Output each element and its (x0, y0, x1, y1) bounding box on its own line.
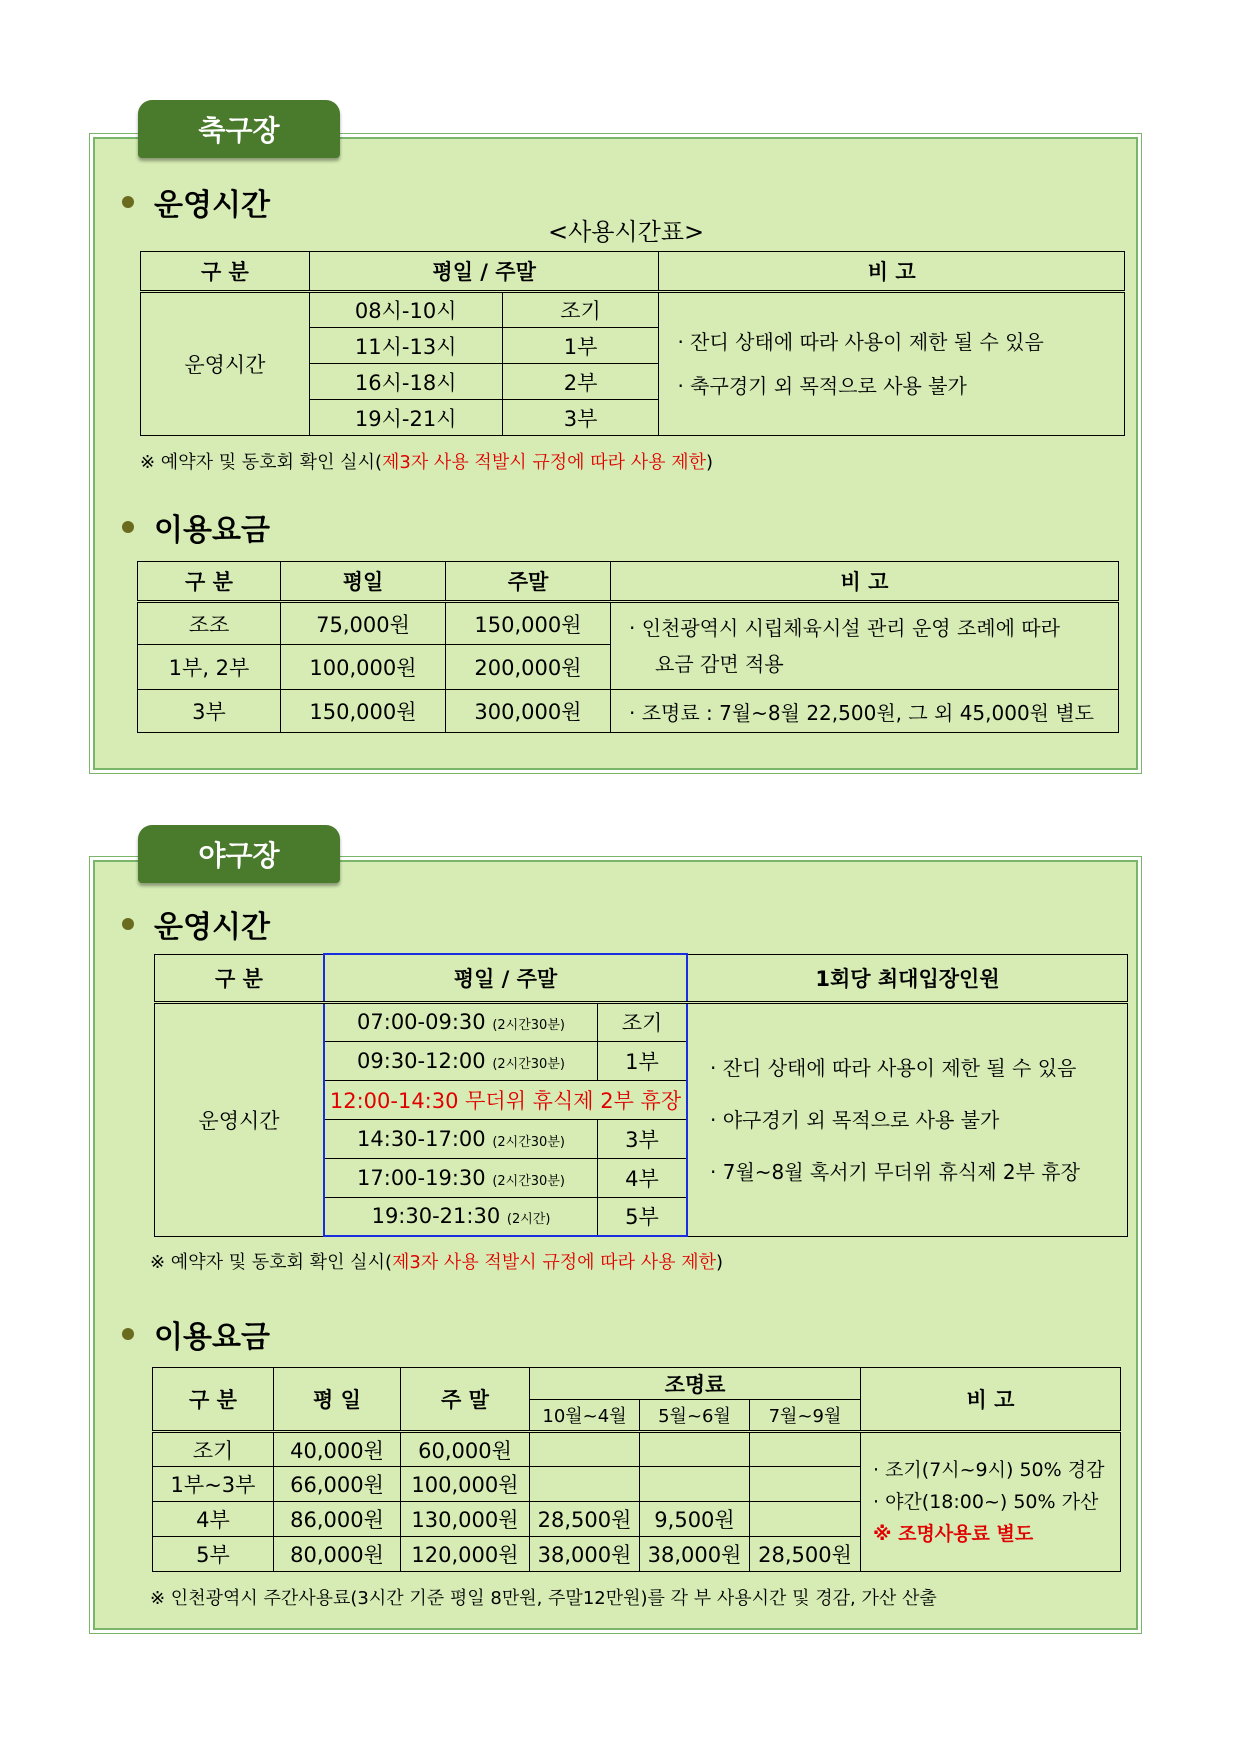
baseball-fee-table (152, 1367, 1121, 1572)
slot-duration: (2시간30분) (492, 1056, 565, 1072)
header-category: 구 분 (141, 252, 310, 292)
remark-line: · 잔디 상태에 따라 사용이 제한 될 수 있음 (677, 330, 1044, 354)
header-weekend: 주 말 (401, 1368, 530, 1432)
baseball-fee-heading-text: 이용요금 (154, 1320, 270, 1355)
header-remarks: 비 고 (861, 1368, 1121, 1432)
slot-time-text: 14:30-17:00 (357, 1126, 486, 1151)
slot-time (324, 1002, 598, 1041)
fee-weekday: 75,000원 (281, 602, 446, 645)
slot-part: 1부 (502, 328, 659, 364)
slot-duration: (2시간30분) (492, 1134, 565, 1150)
note-prefix: ※ 예약자 및 동호회 확인 실시( (150, 1252, 392, 1273)
slot-duration: (2시간30분) (492, 1173, 565, 1189)
slot-time (324, 1158, 598, 1197)
remarks-cell (659, 292, 1125, 436)
header-weekday-weekend: 평일 / 주말 (324, 954, 687, 1002)
fee-weekend: 130,000원 (401, 1502, 530, 1537)
fee-label: 3부 (138, 690, 281, 733)
note-red: 제3자 사용 적발시 규정에 따라 사용 제한 (391, 1252, 716, 1273)
fee-weekday: 40,000원 (274, 1432, 401, 1467)
header-remarks: 비 고 (659, 252, 1125, 292)
slot-time-text: 09:30-12:00 (357, 1048, 486, 1073)
fee-light-2 (640, 1467, 750, 1502)
soccer-table-caption: <사용시간표> (548, 218, 705, 246)
header-light-oct-apr: 10월~4월 (530, 1400, 640, 1432)
fee-weekday: 150,000원 (281, 690, 446, 733)
table-header-row (138, 562, 1119, 602)
slot-part: 1부 (598, 1041, 688, 1080)
header-category: 구 분 (155, 954, 325, 1002)
remark-line-red: ※ 조명사용료 별도 (873, 1523, 1034, 1545)
slot-part: 조기 (598, 1002, 688, 1041)
fee-weekend: 120,000원 (401, 1537, 530, 1572)
header-weekday: 평일 (281, 562, 446, 602)
remarks-cell (687, 1002, 1128, 1236)
slot-part: 조기 (502, 292, 659, 328)
row-label: 운영시간 (141, 292, 310, 436)
fee-light-2: 9,500원 (640, 1502, 750, 1537)
slot-time-text: 07:00-09:30 (357, 1010, 486, 1034)
baseball-fee-heading (122, 1312, 270, 1356)
slot-time (324, 1119, 598, 1158)
note-suffix: ) (715, 1252, 724, 1273)
fee-weekend: 100,000원 (401, 1467, 530, 1502)
slot-duration: (2시간30분) (492, 1018, 565, 1033)
baseball-tab: 야구장 (138, 825, 340, 883)
fee-light-3 (750, 1467, 861, 1502)
soccer-fee-heading (122, 505, 270, 549)
remark-line: · 잔디 상태에 따라 사용이 제한 될 수 있음 (710, 1055, 1077, 1080)
header-light-may-jun: 5월~6월 (640, 1400, 750, 1432)
remark-line: · 야구경기 외 목적으로 사용 불가 (710, 1107, 1000, 1132)
fee-light-2: 38,000원 (640, 1537, 750, 1572)
slot-part: 5부 (598, 1197, 688, 1236)
remark-line: · 인천광역시 시립체육시설 관리 운영 조례에 따라 (629, 616, 1060, 640)
header-remarks: 비 고 (611, 562, 1119, 602)
header-weekend: 주말 (446, 562, 611, 602)
fee-weekday: 86,000원 (274, 1502, 401, 1537)
slot-part: 2부 (502, 364, 659, 400)
table-row (138, 690, 1119, 733)
table-row (141, 292, 1125, 328)
fee-light-1 (530, 1432, 640, 1467)
header-category: 구 분 (153, 1368, 274, 1432)
header-max-capacity: 1회당 최대입장인원 (687, 954, 1128, 1002)
baseball-hours-heading-text: 운영시간 (154, 910, 270, 945)
table-row (153, 1432, 1121, 1467)
table-row (155, 1002, 1128, 1041)
soccer-fee-heading-text: 이용요금 (154, 513, 270, 548)
fee-weekend: 300,000원 (446, 690, 611, 733)
header-lighting: 조명료 (530, 1368, 861, 1400)
note-prefix: ※ 예약자 및 동호회 확인 실시( (140, 452, 382, 473)
slot-time: 08시-10시 (309, 292, 502, 328)
fee-weekday: 100,000원 (281, 645, 446, 690)
soccer-hours-heading (122, 180, 270, 224)
baseball-note (150, 1248, 723, 1274)
slot-time: 19시-21시 (309, 400, 502, 436)
fee-light-3: 28,500원 (750, 1537, 861, 1572)
slot-time-text: 19:30-21:30 (371, 1204, 501, 1229)
fee-light-3 (750, 1432, 861, 1467)
fee-light-3 (750, 1502, 861, 1537)
remark-line: · 7월~8월 혹서기 무더위 휴식제 2부 휴장 (710, 1159, 1080, 1184)
remark-lighting: · 조명료 : 7월~8월 22,500원, 그 외 45,000원 별도 (611, 690, 1119, 733)
fee-light-1: 28,500원 (530, 1502, 640, 1537)
baseball-hours-table (154, 953, 1128, 1237)
bullet-icon (122, 521, 134, 533)
fee-label: 조기 (153, 1432, 274, 1467)
header-category: 구 분 (138, 562, 281, 602)
slot-time (324, 1041, 598, 1080)
slot-part: 4부 (598, 1158, 688, 1197)
soccer-hours-heading-text: 운영시간 (154, 188, 270, 223)
soccer-tab: 축구장 (138, 100, 340, 158)
header-weekday-weekend: 평일 / 주말 (309, 252, 659, 292)
fee-label: 조조 (138, 602, 281, 645)
break-row: 12:00-14:30 무더위 휴식제 2부 휴장 (324, 1080, 687, 1119)
bullet-icon (122, 1328, 134, 1340)
soccer-hours-table (140, 251, 1125, 436)
table-header-row (153, 1368, 1121, 1400)
bullet-icon (122, 918, 134, 930)
fee-label: 4부 (153, 1502, 274, 1537)
soccer-note (140, 448, 713, 474)
note-suffix: ) (705, 452, 714, 473)
header-light-jul-sep: 7월~9월 (750, 1400, 861, 1432)
remark-line: · 야간(18:00~) 50% 가산 (873, 1491, 1099, 1513)
table-header-row (141, 252, 1125, 292)
fee-weekend: 200,000원 (446, 645, 611, 690)
slot-time: 16시-18시 (309, 364, 502, 400)
remark-line: 요금 감면 적용 (655, 652, 784, 676)
header-weekday: 평 일 (274, 1368, 401, 1432)
slot-time (324, 1197, 598, 1236)
fee-weekday: 66,000원 (274, 1467, 401, 1502)
remarks-cell (611, 602, 1119, 690)
bullet-icon (122, 196, 134, 208)
fee-light-1: 38,000원 (530, 1537, 640, 1572)
fee-light-2 (640, 1432, 750, 1467)
fee-weekend: 150,000원 (446, 602, 611, 645)
fee-weekday: 80,000원 (274, 1537, 401, 1572)
note-red: 제3자 사용 적발시 규정에 따라 사용 제한 (381, 452, 706, 473)
fee-label: 1부~3부 (153, 1467, 274, 1502)
fee-label: 5부 (153, 1537, 274, 1572)
fee-light-1 (530, 1467, 640, 1502)
slot-duration: (2시간) (506, 1212, 551, 1228)
row-label: 운영시간 (155, 1002, 325, 1236)
slot-time-text: 17:00-19:30 (357, 1165, 486, 1190)
table-row (138, 602, 1119, 645)
slot-part: 3부 (598, 1119, 688, 1158)
baseball-footnote: ※ 인천광역시 주간사용료(3시간 기준 평일 8만원, 주말12만원)를 각 부 사용시간 및 경감, 가산 산출 (150, 1588, 937, 1609)
table-header-row (155, 954, 1128, 1002)
slot-time: 11시-13시 (309, 328, 502, 364)
fee-weekend: 60,000원 (401, 1432, 530, 1467)
slot-part: 3부 (502, 400, 659, 436)
fee-label: 1부, 2부 (138, 645, 281, 690)
baseball-hours-heading (122, 902, 270, 946)
remark-line: · 조기(7시~9시) 50% 경감 (873, 1459, 1105, 1481)
remarks-cell (861, 1432, 1121, 1572)
soccer-fee-table (137, 561, 1119, 733)
remark-line: · 축구경기 외 목적으로 사용 불가 (677, 374, 967, 398)
